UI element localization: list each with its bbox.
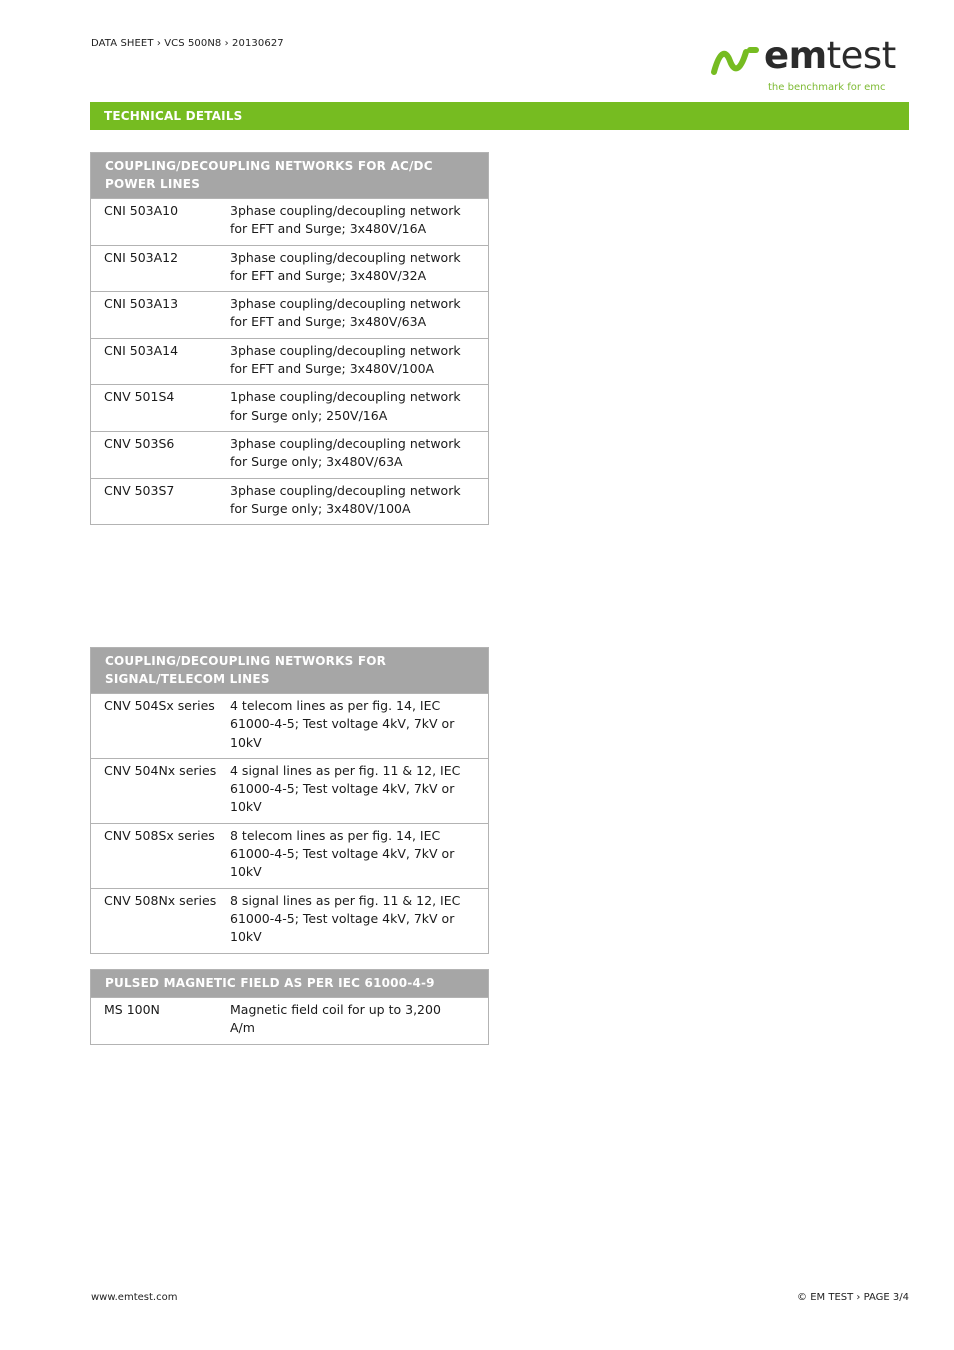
table-row: CNI 503A13 3phase coupling/decoupling network for EFT and Surge; 3x480V/63A [91, 291, 488, 338]
table-row: CNV 503S6 3phase coupling/decoupling network for Surge only; 3x480V/63A [91, 431, 488, 478]
table-row: CNV 501S4 1phase coupling/decoupling network for Surge only; 250V/16A [91, 384, 488, 431]
table-pulsed-magnetic-field [90, 969, 489, 1045]
table-row: CNI 503A10 3phase coupling/decoupling network for EFT and Surge; 3x480V/16A [91, 198, 488, 245]
table-signal-telecom-lines [90, 647, 489, 954]
logo-tagline: the benchmark for emc [768, 82, 886, 93]
table-row: CNI 503A14 3phase coupling/decoupling network for EFT and Surge; 3x480V/100A [91, 338, 488, 385]
section-title: TECHNICAL DETAILS [90, 102, 909, 130]
table-title: COUPLING/DECOUPLING NETWORKS FOR SIGNAL/TELECOM LINES [91, 648, 488, 693]
footer-website: www.emtest.com [91, 1292, 178, 1303]
table-row: CNV 504Nx series 4 signal lines as per fig. 11 & 12, IEC 61000-4-5; Test voltage 4kV, 7kV or 10kV [91, 758, 488, 823]
table-row: CNV 504Sx series 4 telecom lines as per fig. 14, IEC 61000-4-5; Test voltage 4kV, 7kV or 10kV [91, 693, 488, 758]
table-row: CNV 508Sx series 8 telecom lines as per fig. 14, IEC 61000-4-5; Test voltage 4kV, 7kV or 10kV [91, 823, 488, 888]
table-row: CNV 508Nx series 8 signal lines as per fig. 11 & 12, IEC 61000-4-5; Test voltage 4kV, 7kV or 10kV [91, 888, 488, 953]
table-row: MS 100N Magnetic field coil for up to 3,200 A/m [91, 997, 488, 1044]
footer-page-number: © EM TEST › PAGE 3/4 [797, 1292, 909, 1303]
breadcrumb: DATA SHEET › VCS 500N8 › 20130627 [91, 38, 284, 49]
logo-wordmark: emtest [764, 34, 896, 77]
table-title: PULSED MAGNETIC FIELD AS PER IEC 61000-4-9 [91, 970, 488, 997]
table-row: CNV 503S7 3phase coupling/decoupling network for Surge only; 3x480V/100A [91, 478, 488, 525]
emtest-logo [710, 34, 910, 98]
table-ac-dc-power-lines [90, 152, 489, 525]
table-row: CNI 503A12 3phase coupling/decoupling network for EFT and Surge; 3x480V/32A [91, 245, 488, 292]
table-title: COUPLING/DECOUPLING NETWORKS FOR AC/DC POWER LINES [91, 153, 488, 198]
wave-logo-icon [710, 46, 760, 76]
